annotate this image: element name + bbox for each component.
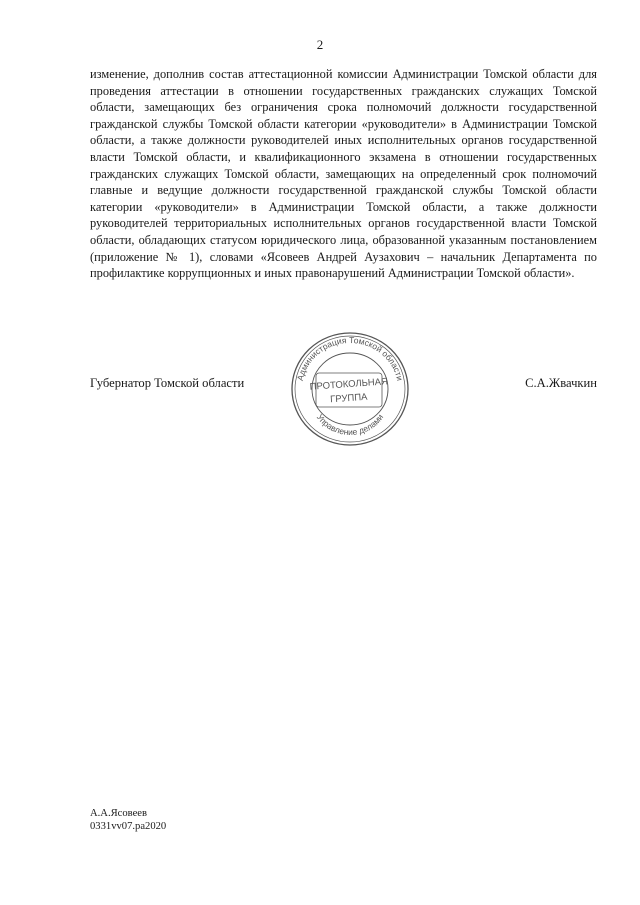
page-number: 2 [316, 37, 324, 52]
body-paragraph: изменение, дополнив состав аттестационной комиссии Администрации Томской области для проведения аттестации в отношении государственных гражданских служащих Томской области, замещающих без ограничения срока полномочий должности государственной гражданской службы Томской области категории «руководители» в Администрации Томской области, а также должности руководителей иных исполнительных органов государственной власти Томской области, и квалификационного экзамена в отношении государственных гражданских служащих Томской области, замещающих на определенный срок полномочий главные и ведущие должности государственной гражданской службы Томской области категории «руководители» в Администрации Томской области, а также должности руководителей территориальных исполнительных органов государственной власти Томской области, обладающих статусом юридического лица, образованной указанным постановлением (приложение № 1), словами «Ясовеев Андрей Аузахович – начальник Департамента по профилактике коррупционных и иных правонарушений Администрации Томской области». [90, 67, 597, 281]
footer-author: А.А.Ясовеев [90, 808, 148, 819]
footer-doc-code: 0331vv07.pa2020 [90, 821, 167, 832]
official-stamp [288, 329, 412, 449]
stamp-graphic [288, 329, 412, 449]
stamp-center-line1: ПРОТОКОЛЬНАЯ [309, 376, 389, 393]
signatory-position: Губернатор Томской области [90, 376, 245, 390]
stamp-ring-bottom-text: Управление делами [314, 412, 386, 438]
signatory-name: С.А.Жвачкин [525, 376, 597, 390]
stamp-center-line2: ГРУППА [329, 391, 368, 406]
document-footer [90, 807, 166, 833]
stamp-ring-top-text: Администрация Томской области [294, 334, 406, 382]
